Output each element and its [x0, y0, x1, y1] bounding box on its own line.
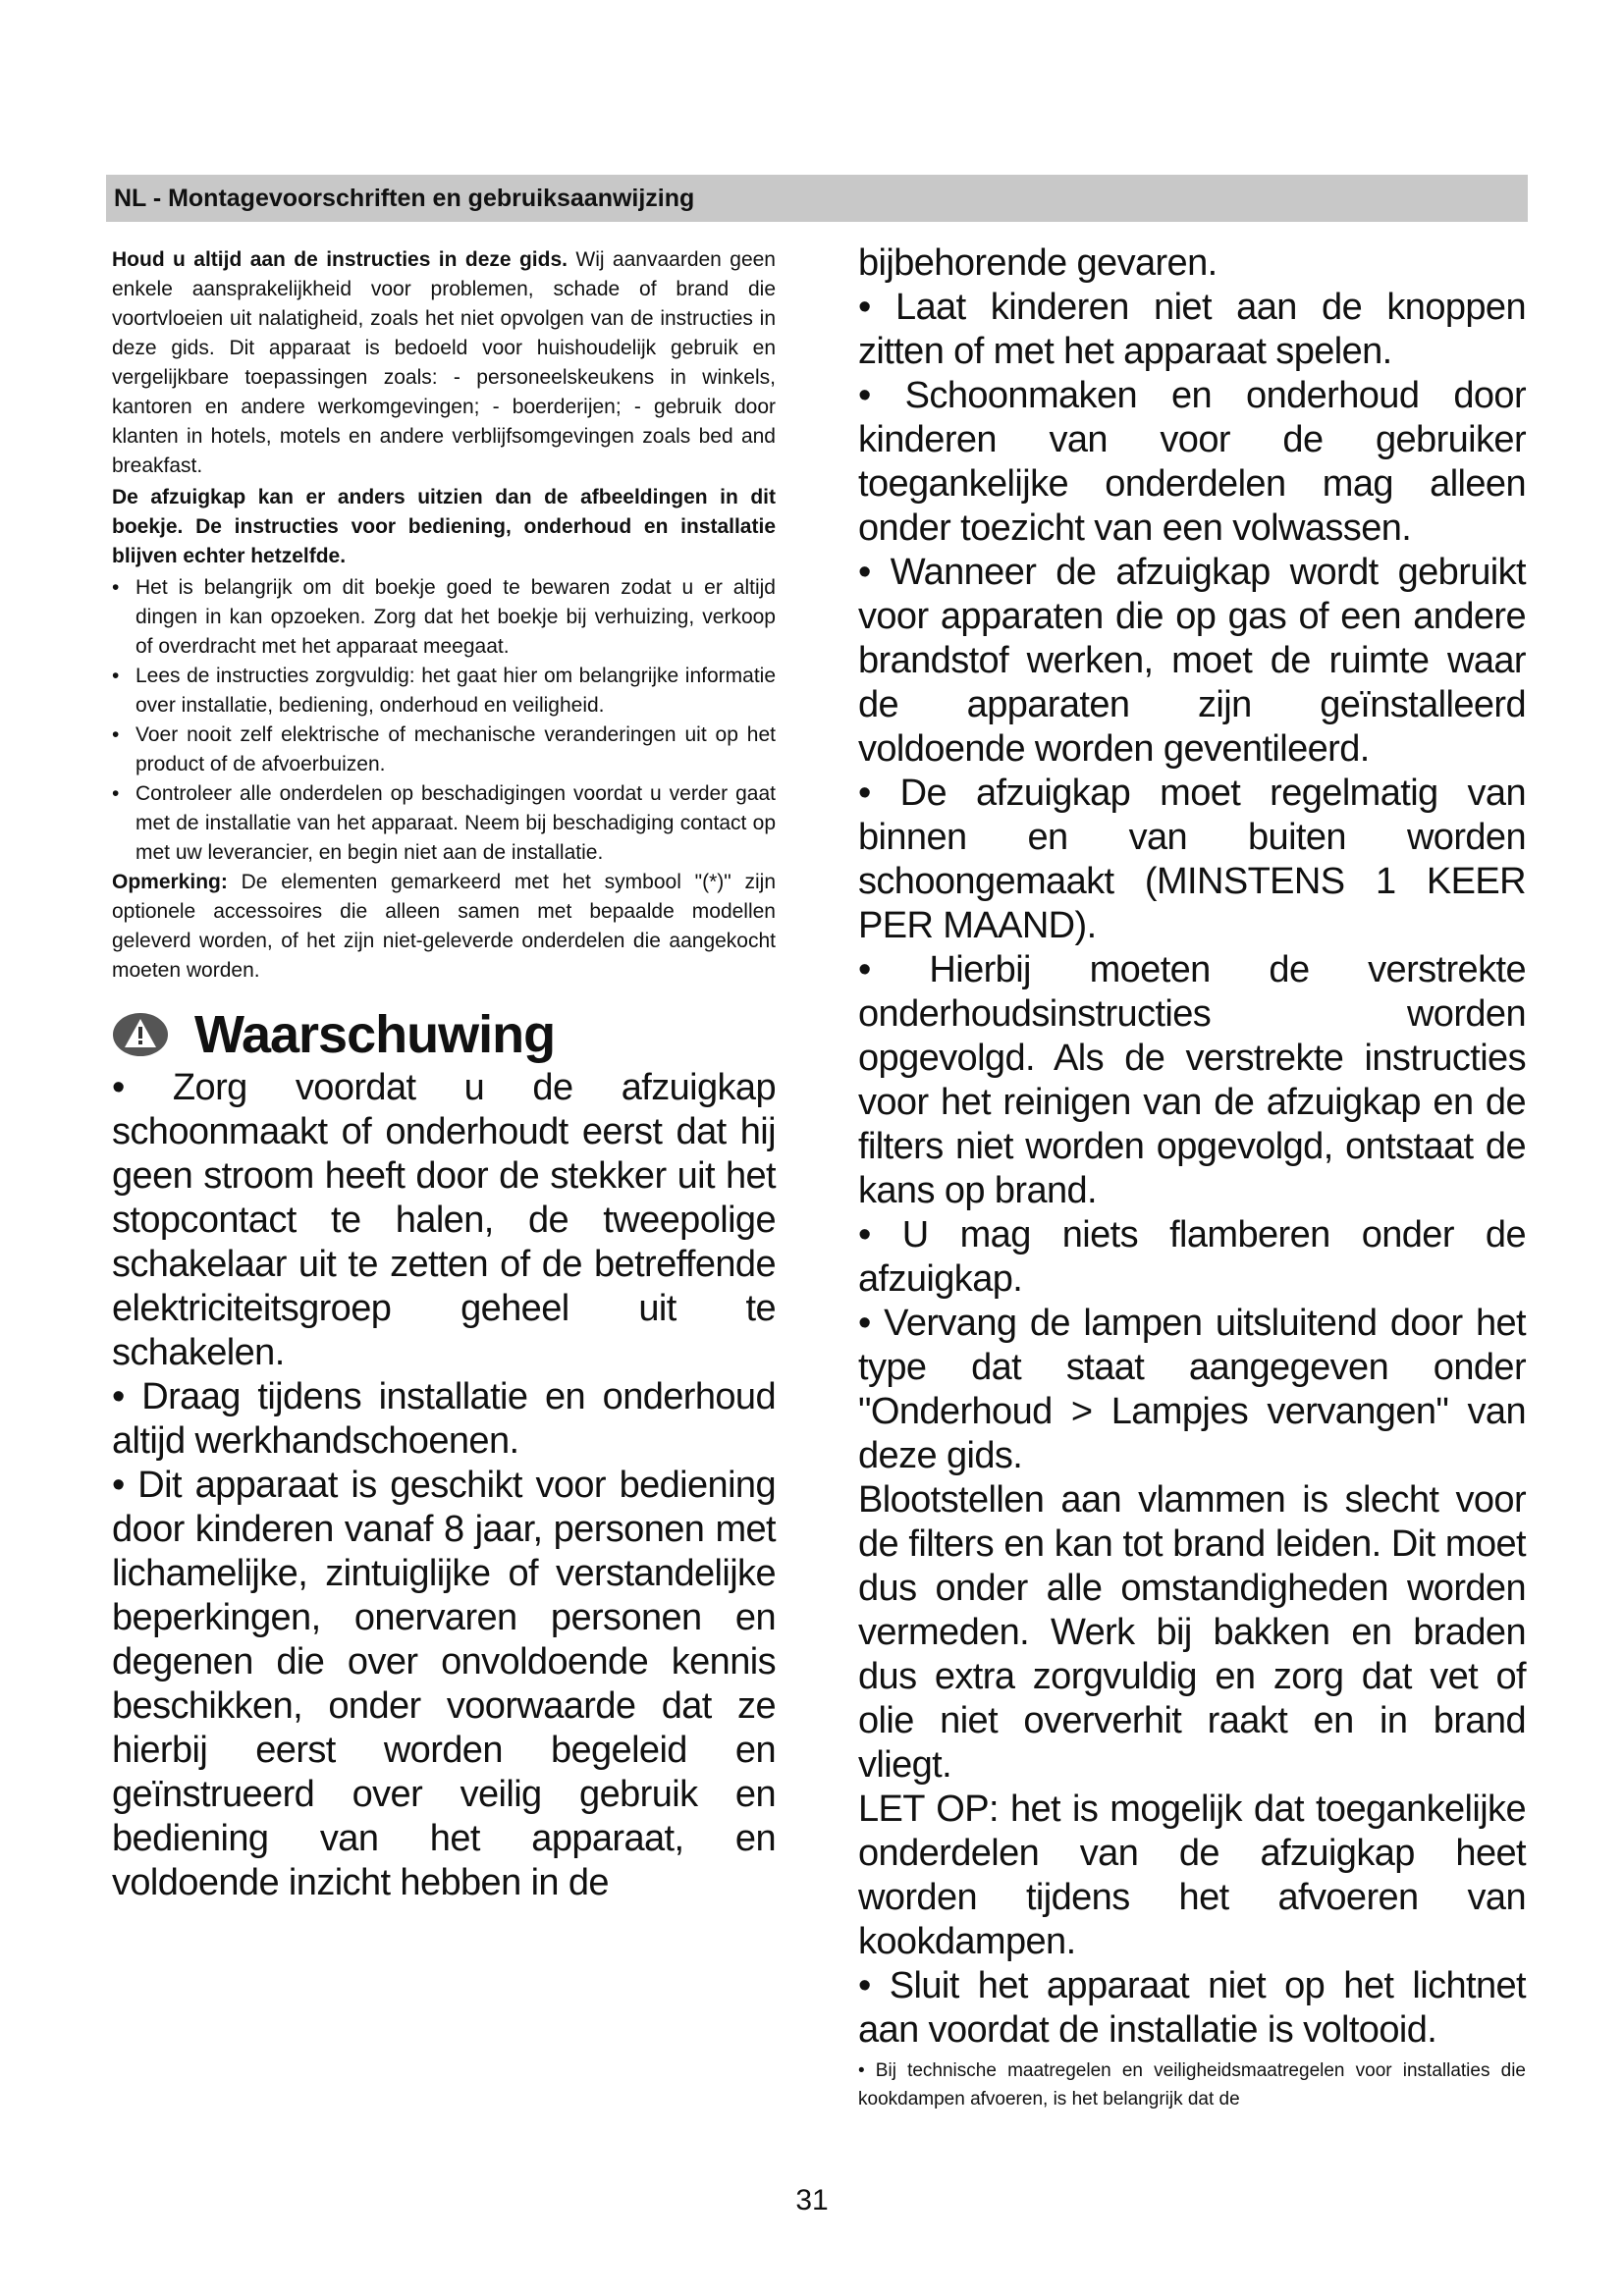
- left-column: [112, 245, 776, 1905]
- warning-paragraph: • Dit apparaat is geschikt voor bediening door kinderen vanaf 8 jaar, personen met lichamelijke, zintuiglijke of verstandelijke beperkingen, onervaren personen en degenen die over onvoldoende kennis beschikken, onder voorwaarde dat ze hierbij eerst worden begeleid en geïnstrueerd over veilig gebruik en bediening van het apparaat, en voldoende inzicht hebben in de: [112, 1465, 776, 1903]
- remark-label: Opmerking:: [112, 871, 228, 893]
- warning-paragraph: • Wanneer de afzuigkap wordt gebruikt voor apparaten die op gas of een andere brandstof werken, moet de ruimte waar de apparaten zijn geïnstalleerd voldoende worden geventileerd.: [858, 552, 1526, 770]
- section-header: NL - Montagevoorschriften en gebruiksaanwijzing: [106, 175, 1528, 222]
- warning-paragraph: Blootstellen aan vlammen is slecht voor de filters en kan tot brand leiden. Dit moet dus onder alle omstandigheden worden vermeden. Werk bij bakken en braden dus extra zorgvuldig en zorg dat vet of olie niet oververhit raakt en in brand vliegt.: [858, 1479, 1526, 1786]
- warning-heading: [112, 1003, 776, 1066]
- page-number: 31: [795, 2184, 829, 2216]
- list-item: • Voer nooit zelf elektrische of mechanische veranderingen uit op het product of de afvoerbuizen.: [112, 721, 776, 779]
- warning-right-text: [858, 241, 1526, 2053]
- warning-title: Waarschuwing: [194, 1005, 556, 1064]
- list-item: • Lees de instructies zorgvuldig: het gaat hier om belangrijke informatie over installatie, bediening, onderhoud en veiligheid.: [112, 662, 776, 721]
- intro-paragraph: [112, 245, 776, 481]
- warning-paragraph: • Zorg voordat u de afzuigkap schoonmaakt of onderhoudt eerst dat hij geen stroom heeft door de stekker uit het stopcontact te halen, de tweepolige schakelaar uit te zetten of de betreffende elektriciteitsgroep geheel uit te schakelen.: [112, 1067, 776, 1373]
- intro-lead-text: Wij aanvaarden geen enkele aansprakelijkheid voor problemen, schade of brand die voortvloeien uit nalatigheid, zoals het niet opvolgen van de instructies in deze gids. Dit apparaat is bedoeld voor huishoudelijk gebruik en vergelijkbare toepassingen zoals: - personeelskeukens in winkels, kantoren en andere werkomgevingen; - boerderijen; - gebruik door klanten in hotels, motels en andere verblijfsomgevingen zoals bed and breakfast.: [112, 248, 776, 477]
- warning-paragraph: • Vervang de lampen uitsluitend door het type dat staat aangegeven onder "Onderhoud > Lampjes vervangen" van deze gids.: [858, 1303, 1526, 1476]
- warning-paragraph: • De afzuigkap moet regelmatig van binnen en van buiten worden schoongemaakt (MINSTENS 1 KEER PER MAAND).: [858, 773, 1526, 946]
- warning-paragraph: bijbehorende gevaren.: [858, 242, 1218, 284]
- warning-paragraph: • Draag tijdens installatie en onderhoud altijd werkhandschoenen.: [112, 1376, 776, 1462]
- fine-print: • Bij technische maatregelen en veiligheidsmaatregelen voor installaties die kookdampen afvoeren, is het belangrijk dat de: [858, 2060, 1526, 2109]
- intro-section: [112, 245, 776, 986]
- list-item: • Controleer alle onderdelen op beschadigingen voordat u verder gaat met de installatie van het apparaat. Neem bij beschadiging contact op met uw leverancier, en begin niet aan de installatie.: [112, 779, 776, 868]
- warning-paragraph: • U mag niets flamberen onder de afzuigkap.: [858, 1214, 1526, 1300]
- warning-paragraph: • Sluit het apparaat niet op het lichtnet aan voordat de installatie is voltooid.: [858, 1965, 1526, 2051]
- intro-lead-bold: Houd u altijd aan de instructies in deze gids.: [112, 248, 568, 271]
- warning-paragraph: • Laat kinderen niet aan de knoppen zitten of met het apparaat spelen.: [858, 287, 1526, 372]
- appearance-notice-text: De afzuigkap kan er anders uitzien dan de afbeeldingen in dit boekje. De instructies voor bediening, onderhoud en installatie blijven echter hetzelfde.: [112, 486, 776, 567]
- right-column: [858, 241, 1526, 2113]
- warning-paragraph: • Schoonmaken en onderhoud door kinderen van voor de gebruiker toegankelijke onderdelen mag alleen onder toezicht van een volwassen.: [858, 375, 1526, 549]
- list-item: • Het is belangrijk om dit boekje goed te bewaren zodat u er altijd dingen in kan opzoeken. Zorg dat het boekje bij verhuizing, verkoop of overdracht met het apparaat meegaat.: [112, 573, 776, 662]
- warning-left-text: [112, 1066, 776, 1905]
- appearance-notice: [112, 483, 776, 571]
- warning-icon: [112, 1011, 169, 1058]
- warning-paragraph: • Hierbij moeten de verstrekte onderhoudsinstructies worden opgevolgd. Als de verstrekte instructies voor het reinigen van de afzuigkap en de filters niet worden opgevolgd, ontstaat de kans op brand.: [858, 949, 1526, 1211]
- intro-bullet-list: [112, 573, 776, 868]
- remark-text: De elementen gemarkeerd met het symbool "(*)" zijn optionele accessoires die alleen samen met bepaalde modellen geleverd worden, of het zijn niet-geleverde onderdelen die aangekocht moeten worden.: [112, 871, 776, 982]
- warning-paragraph: LET OP: het is mogelijk dat toegankelijke onderdelen van de afzuigkap heet worden tijdens het afvoeren van kookdampen.: [858, 1789, 1526, 1962]
- remark-paragraph: [112, 868, 776, 986]
